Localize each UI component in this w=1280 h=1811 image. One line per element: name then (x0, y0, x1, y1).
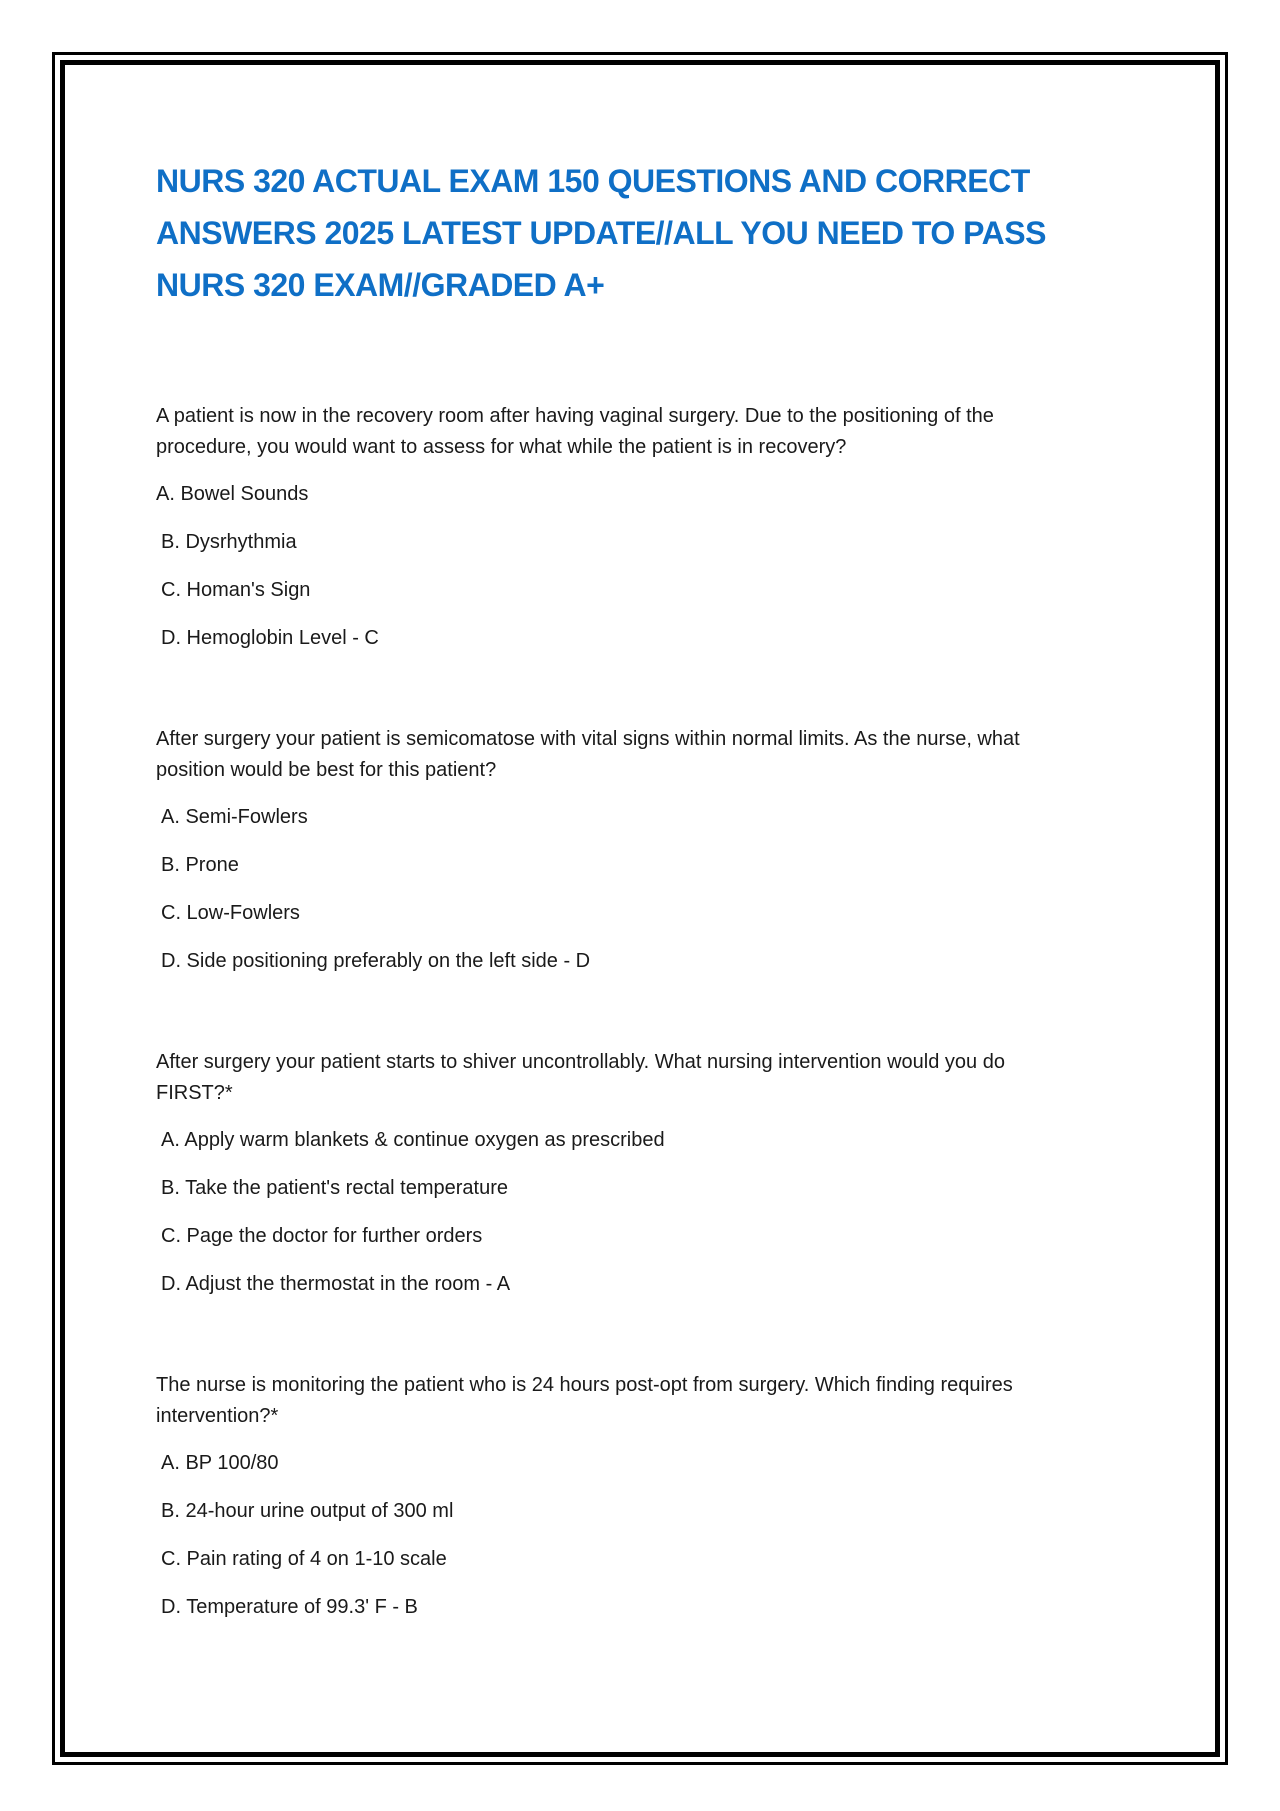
question-line: After surgery your patient starts to shiver uncontrollably. What nursing intervention would you do (156, 1051, 1005, 1073)
answer-option-b: B. Prone (161, 854, 239, 876)
question-3 (156, 1047, 1116, 1300)
question-line: After surgery your patient is semicomatose with vital signs within normal limits. As the nurse, what (156, 728, 1020, 750)
title-line: NURS 320 ACTUAL EXAM 150 QUESTIONS AND CORRECT (156, 163, 1030, 199)
question-text (156, 401, 1116, 463)
document-title (156, 155, 1116, 311)
question-text (156, 1370, 1116, 1432)
answer-option-a: A. Apply warm blankets & continue oxygen as prescribed (161, 1129, 665, 1151)
answer-options (156, 1448, 1116, 1623)
answer-option-b: B. Take the patient's rectal temperature (161, 1177, 508, 1199)
answer-option-c: C. Page the doctor for further orders (161, 1225, 483, 1247)
answer-option-a: A. Bowel Sounds (156, 483, 309, 505)
title-line: ANSWERS 2025 LATEST UPDATE//ALL YOU NEED TO PASS (156, 215, 1046, 251)
answer-option-d: D. Temperature of 99.3' F - B (161, 1596, 418, 1618)
answer-option-d: D. Hemoglobin Level - C (161, 627, 379, 649)
title-line: NURS 320 EXAM//GRADED A+ (156, 267, 605, 303)
question-line: procedure, you would want to assess for what while the patient is in recovery? (156, 436, 847, 458)
answer-option-c: C. Homan's Sign (161, 579, 311, 601)
question-line: position would be best for this patient? (156, 759, 497, 781)
answer-options (156, 1125, 1116, 1300)
answer-option-b: B. Dysrhythmia (161, 531, 297, 553)
answer-option-d: D. Side positioning preferably on the left side - D (161, 950, 591, 972)
question-line: intervention?* (156, 1405, 279, 1427)
answer-option-d: D. Adjust the thermostat in the room - A (161, 1273, 511, 1295)
answer-option-c: C. Low-Fowlers (161, 902, 300, 924)
answer-options (156, 479, 1116, 654)
question-line: FIRST?* (156, 1082, 233, 1104)
answer-option-c: C. Pain rating of 4 on 1-10 scale (161, 1548, 447, 1570)
question-2 (156, 724, 1116, 977)
question-1 (156, 401, 1116, 654)
answer-options (156, 802, 1116, 977)
answer-option-a: A. BP 100/80 (161, 1452, 279, 1474)
question-text (156, 1047, 1116, 1109)
question-line: A patient is now in the recovery room after having vaginal surgery. Due to the positioning of the (156, 405, 994, 427)
document-content (156, 155, 1116, 1623)
answer-option-b: B. 24-hour urine output of 300 ml (161, 1500, 454, 1522)
question-line: The nurse is monitoring the patient who is 24 hours post-opt from surgery. Which finding requires (156, 1374, 1013, 1396)
question-4 (156, 1370, 1116, 1623)
question-text (156, 724, 1116, 786)
answer-option-a: A. Semi-Fowlers (161, 806, 308, 828)
